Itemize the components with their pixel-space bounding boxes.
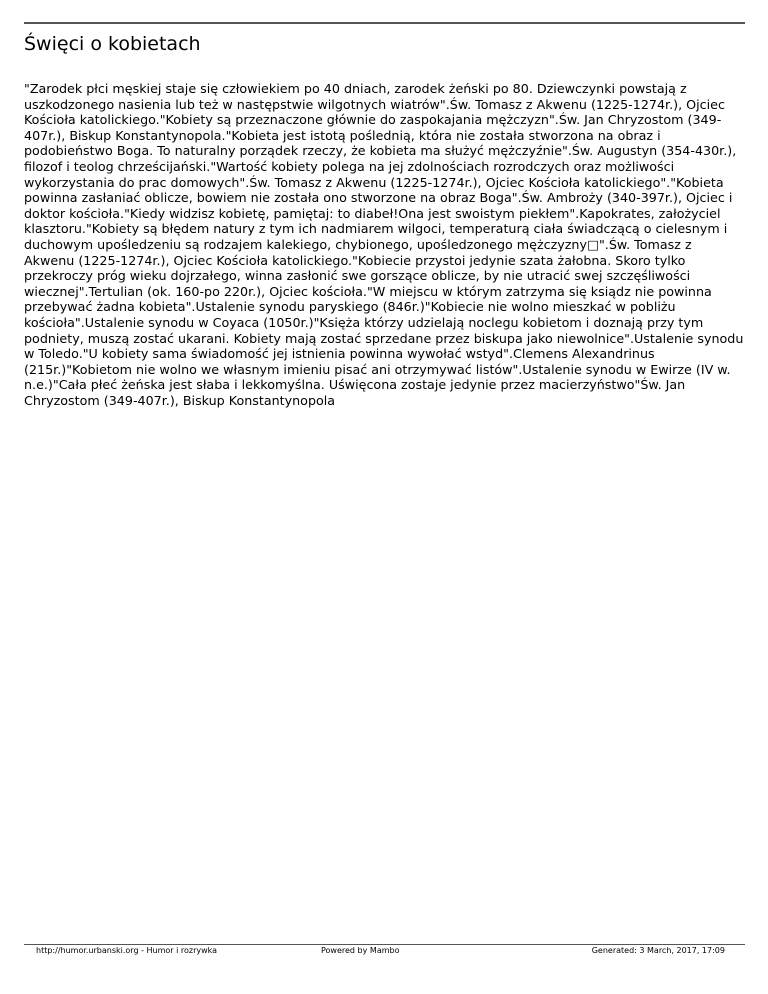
page-footer: [24, 946, 745, 960]
article-body: "Zarodek płci męskiej staje się człowiekiem po 40 dniach, zarodek żeński po 80. Dziewczynki powstają z uszkodzonego nasienia lub też w następstwie wilgotnych wiatrów".Św. Tomasz z Akwenu (1225-1274r.), Ojciec Kościoła katolickiego."Kobiety są przeznaczone głównie do zaspokajania mężczyzn".Św. Jan Chryzostom (349-407r.), Biskup Konstantynopola."Kobieta jest istotą poślednią, która nie została stworzona na obraz i podobieństwo Boga. To naturalny porządek rzeczy, że kobieta ma służyć mężczyźnie".Św. Augustyn (354-430r.), filozof i teolog chrześcijański."Wartość kobiety polega na jej zdolnościach rozrodczych oraz możliwości wykorzystania do prac domowych".Św. Tomasz z Akwenu (1225-1274r.), Ojciec Kościoła katolickiego"."Kobieta powinna zasłaniać oblicze, bowiem nie została ono stworzone na obraz Boga".Św. Ambroży (340-397r.), Ojciec i doktor kościoła."Kiedy widzisz kobietę, pamiętaj: to diabeł!Ona jest swoistym piekłem".Kapokrates, założyciel klasztoru."Kobiety są błędem natury z tym ich nadmiarem wilgoci, temperaturą ciała świadczącą o cielesnym i duchowym upośledzeniu są rodzajem kalekiego, chybionego, upośledzonego mężczyzny□".Św. Tomasz z Akwenu (1225-1274r.), Ojciec Kościoła katolickiego."Kobiecie przystoi jedynie szata żałobna. Skoro tylko przekroczy próg wieku dojrzałego, winna zasłonić swe gorszące oblicze, by nie utracić swej szczęśliwości wiecznej".Tertulian (ok. 160-po 220r.), Ojciec kościoła."W miejscu w którym zatrzyma się ksiądz nie powinna przebywać żadna kobieta".Ustalenie synodu paryskiego (846r.)"Kobiecie nie wolno mieszkać w pobliżu kościoła".Ustalenie synodu w Coyaca (1050r.)"Księża którzy udzielają noclegu kobietom i doznają przy tym podniety, muszą zostać ukarani. Kobiety mają zostać sprzedane przez biskupa jako niewolnice".Ustalenie synodu w Toledo."U kobiety sama świadomość jej istnienia powinna wywołać wstyd".Clemens Alexandrinus (215r.)"Kobietom nie wolno we własnym imieniu pisać ani otrzymywać listów".Ustalenie synodu w Ewirze (IV w. n.e.)"Cała płeć żeńska jest słaba i lekkomyślna. Uświęcona zostaje jedynie przez macierzyństwo"Św. Jan Chryzostom (349-407r.), Biskup Konstantynopola: [24, 81, 744, 408]
footer-generated-timestamp: Generated: 3 March, 2017, 17:09: [591, 946, 725, 955]
page-title: Święci o kobietach: [24, 33, 201, 55]
footer-powered-by: Powered by Mambo: [321, 946, 400, 955]
footer-site-url: http://humor.urbanski.org - Humor i rozrywka: [36, 946, 218, 955]
footer-divider: [24, 944, 745, 945]
header-divider: [24, 22, 745, 24]
